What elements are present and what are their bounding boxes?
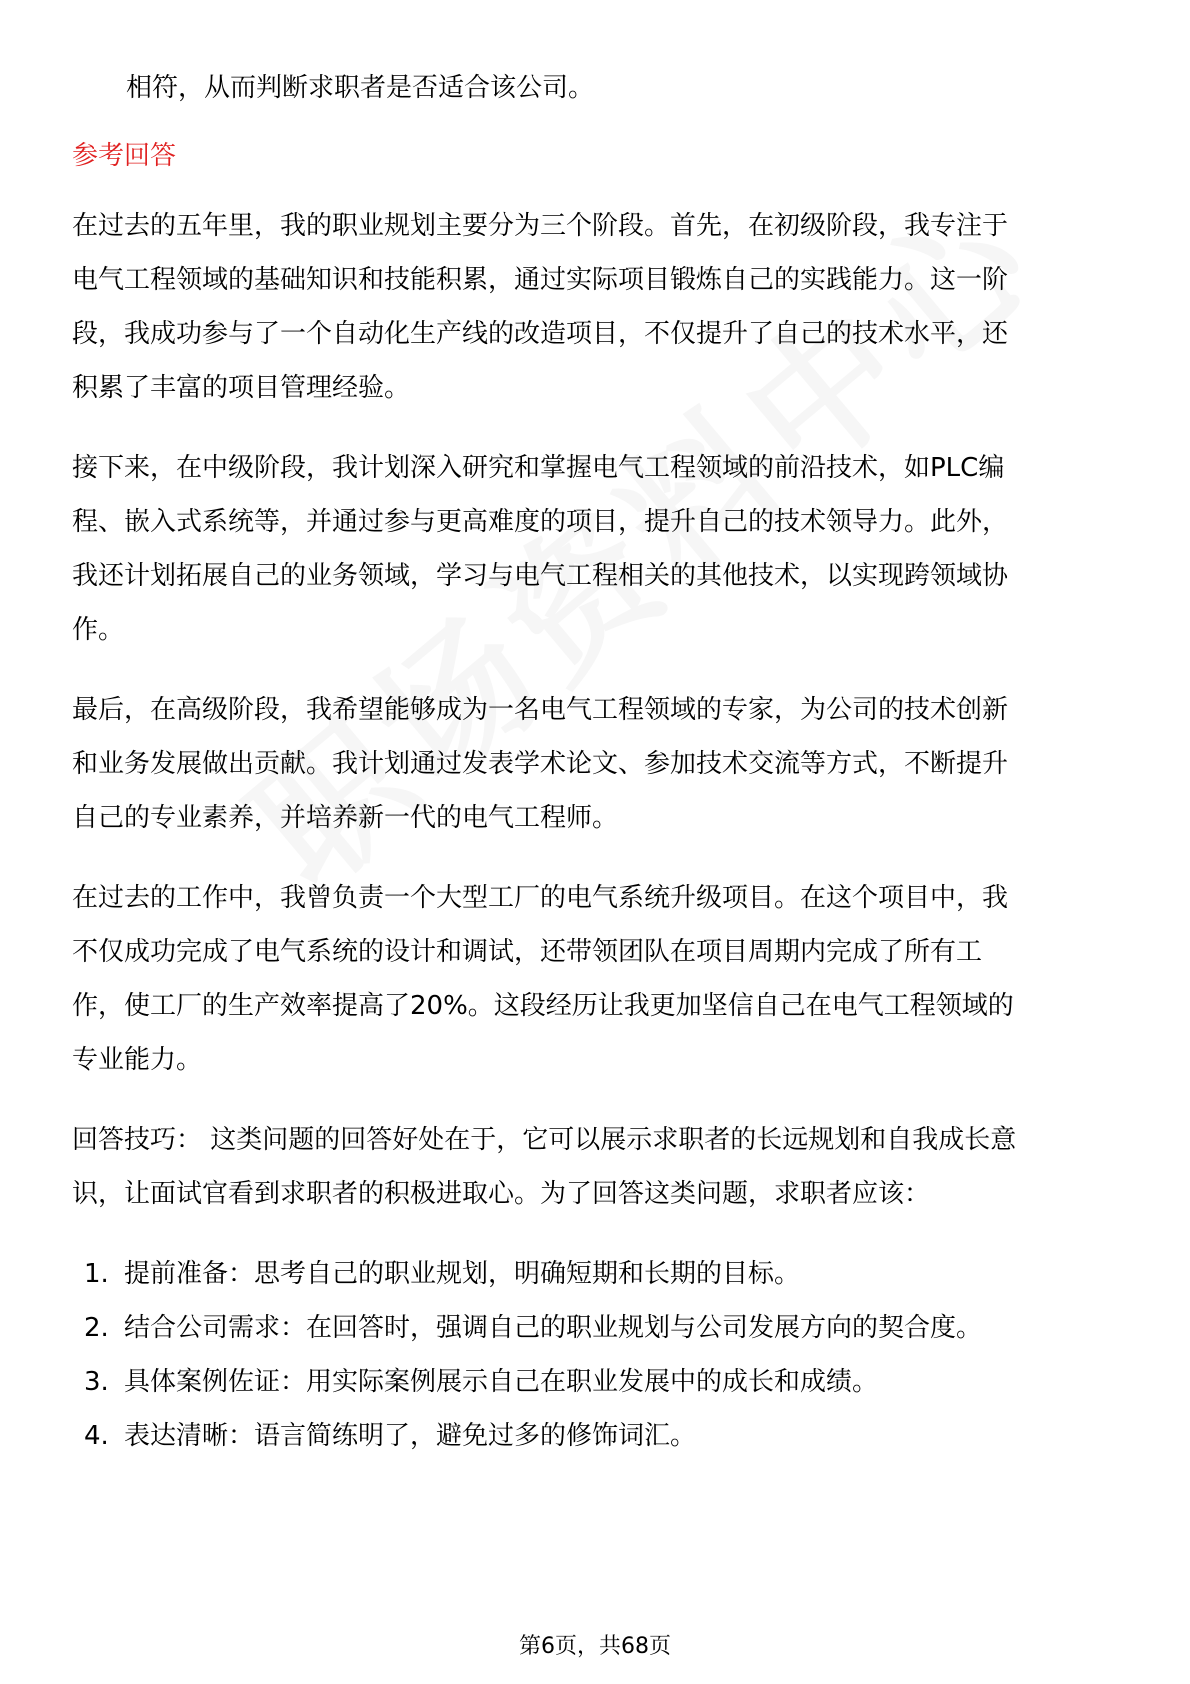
list-number: 1. bbox=[84, 1259, 109, 1289]
list-item bbox=[84, 1256, 800, 1292]
tips-line-2: 识，让面试官看到求职者的积极进取心。为了回答这类问题，求职者应该： bbox=[72, 1179, 931, 1209]
list-text: 结合公司需求：在回答时，强调自己的职业规划与公司发展方向的契合度。 bbox=[124, 1313, 983, 1343]
list-number: 2. bbox=[84, 1313, 109, 1343]
list-number: 3. bbox=[84, 1367, 109, 1397]
paragraph-2-line-3: 我还计划拓展自己的业务领域，学习与电气工程相关的其他技术，以实现跨领域协 bbox=[72, 561, 1009, 591]
paragraph-1-line-2: 电气工程领域的基础知识和技能积累，通过实际项目锻炼自己的实践能力。这一阶 bbox=[72, 265, 1009, 295]
list-item bbox=[84, 1364, 878, 1400]
paragraph-1-line-3: 段，我成功参与了一个自动化生产线的改造项目，不仅提升了自己的技术水平，还 bbox=[72, 319, 1009, 349]
paragraph-2-line-4: 作。 bbox=[72, 615, 125, 645]
section-heading: 参考回答 bbox=[72, 141, 177, 171]
list-number: 4. bbox=[84, 1421, 109, 1451]
list-text: 具体案例佐证：用实际案例展示自己在职业发展中的成长和成绩。 bbox=[124, 1367, 879, 1397]
paragraph-2-line-1: 接下来，在中级阶段，我计划深入研究和掌握电气工程领域的前沿技术，如PLC编 bbox=[72, 453, 1005, 483]
paragraph-4-line-1: 在过去的工作中，我曾负责一个大型工厂的电气系统升级项目。在这个项目中，我 bbox=[72, 883, 1009, 913]
paragraph-4-line-4: 专业能力。 bbox=[72, 1045, 203, 1075]
list-text: 提前准备：思考自己的职业规划，明确短期和长期的目标。 bbox=[124, 1259, 801, 1289]
intro-line: 相符，从而判断求职者是否适合该公司。 bbox=[126, 73, 595, 103]
paragraph-2-line-2: 程、嵌入式系统等，并通过参与更高难度的项目，提升自己的技术领导力。此外， bbox=[72, 507, 1009, 537]
list-item bbox=[84, 1418, 696, 1454]
page-footer: 第6页，共68页 bbox=[519, 1634, 671, 1659]
paragraph-1-line-4: 积累了丰富的项目管理经验。 bbox=[72, 373, 411, 403]
list-text: 表达清晰：语言简练明了，避免过多的修饰词汇。 bbox=[124, 1421, 697, 1451]
tips-line-1: 回答技巧： 这类问题的回答好处在于，它可以展示求职者的长远规划和自我成长意 bbox=[72, 1125, 1017, 1155]
paragraph-3-line-2: 和业务发展做出贡献。我计划通过发表学术论文、参加技术交流等方式，不断提升 bbox=[72, 749, 1009, 779]
paragraph-3-line-3: 自己的专业素养，并培养新一代的电气工程师。 bbox=[72, 803, 619, 833]
paragraph-4-line-2: 不仅成功完成了电气系统的设计和调试，还带领团队在项目周期内完成了所有工 bbox=[72, 937, 983, 967]
paragraph-3-line-1: 最后，在高级阶段，我希望能够成为一名电气工程领域的专家，为公司的技术创新 bbox=[72, 695, 1009, 725]
paragraph-4-line-3: 作，使工厂的生产效率提高了20%。这段经历让我更加坚信自己在电气工程领域的 bbox=[72, 991, 1014, 1021]
paragraph-1-line-1: 在过去的五年里，我的职业规划主要分为三个阶段。首先，在初级阶段，我专注于 bbox=[72, 211, 1009, 241]
list-item bbox=[84, 1310, 982, 1346]
